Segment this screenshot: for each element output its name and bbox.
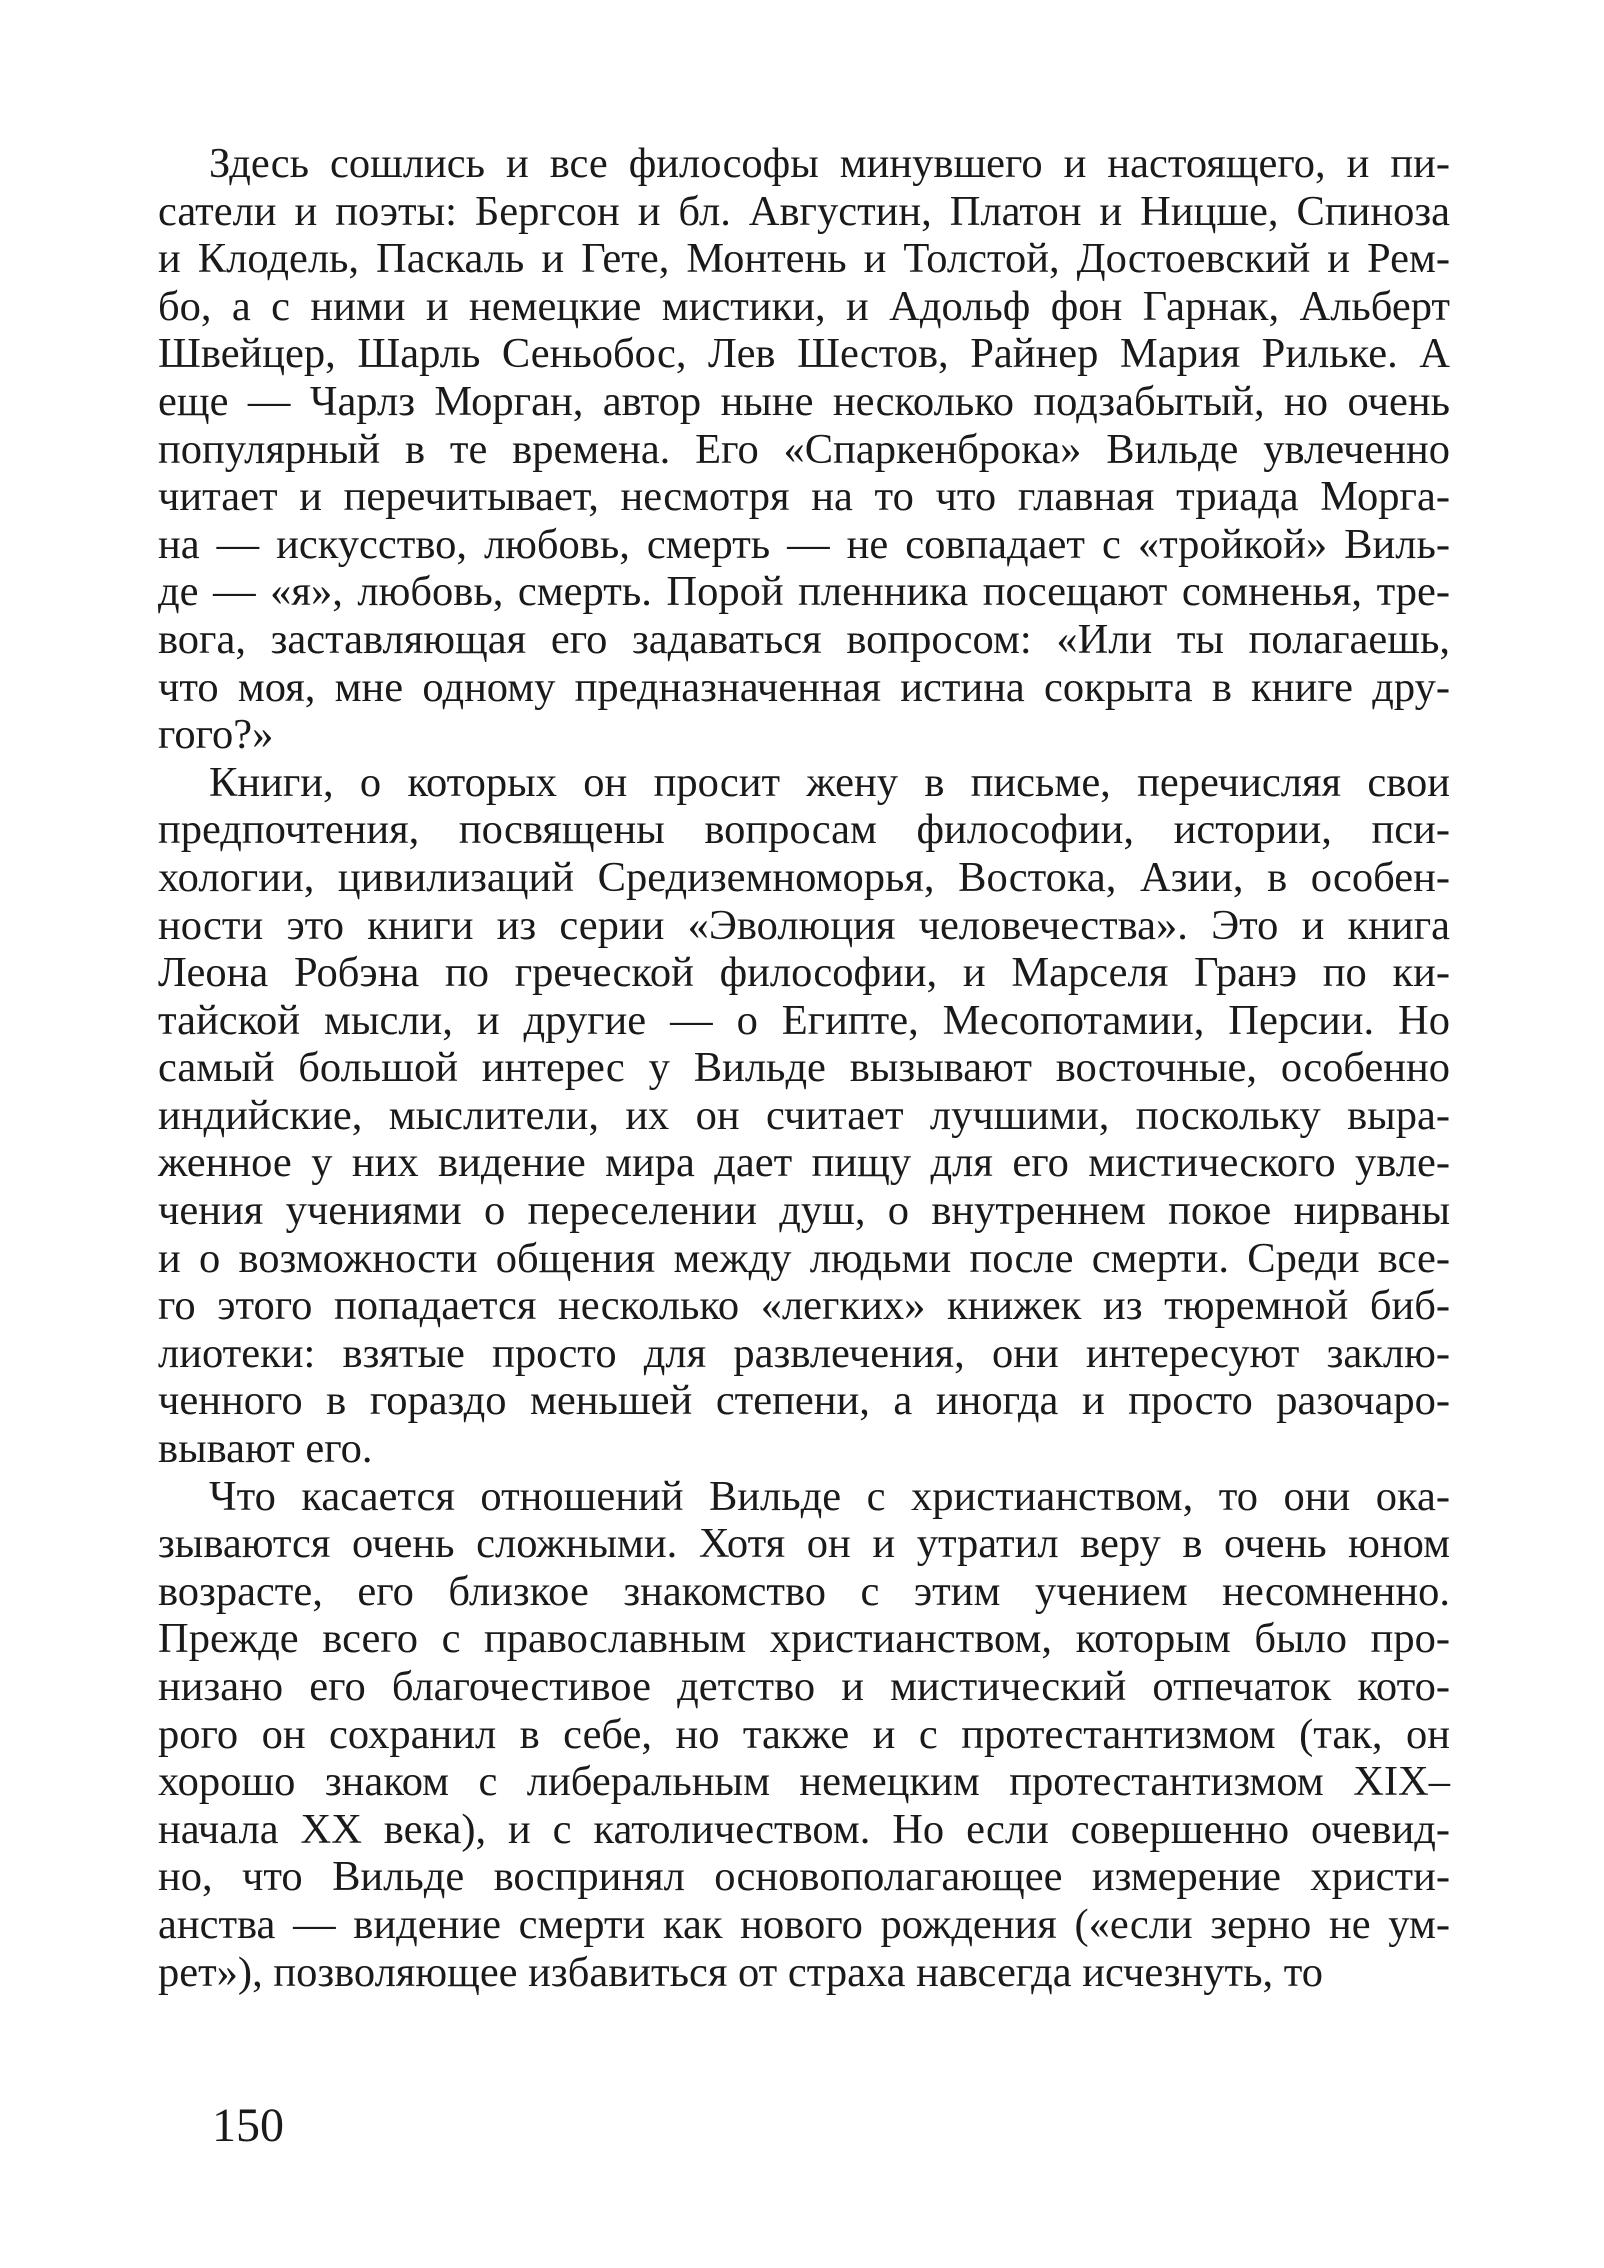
text-line: сатели и поэты: Бергсон и бл. Августин, Платон и Ницше, Спиноза xyxy=(158,187,1450,235)
text-line: на — искусство, любовь, смерть — не совпадает с «тройкой» Виль- xyxy=(158,520,1450,568)
text-line: Что касается отношений Вильде с христианством, то они ока- xyxy=(209,1472,1450,1520)
text-line: и о возможности общения между людьми после смерти. Среди все- xyxy=(158,1234,1450,1282)
text-line: предпочтения, посвящены вопросам философии, истории, пси- xyxy=(158,806,1450,854)
text-line: читает и перечитывает, несмотря на то что главная триада Морга- xyxy=(158,473,1450,521)
text-line: Швейцер, Шарль Сеньобос, Лев Шестов, Райнер Мария Рильке. А xyxy=(158,330,1450,378)
text-line: рет»), позволяющее избавиться от страха навсегда исчезнуть, то xyxy=(158,1948,1323,1996)
text-line: что моя, мне одному предназначенная истина сокрыта в книге дру- xyxy=(158,663,1450,711)
text-line: го этого попадается несколько «легких» книжек из тюремной биб- xyxy=(158,1282,1450,1330)
paragraph xyxy=(158,759,1450,1473)
text-line: лиотеки: взятые просто для развлечения, они интересуют заклю- xyxy=(158,1329,1450,1377)
text-line: возрасте, его близкое знакомство с этим учением несомненно. xyxy=(158,1567,1450,1615)
text-line: чения учениями о переселении душ, о внутреннем покое нирваны xyxy=(158,1187,1450,1235)
page-number: 150 xyxy=(212,2099,284,2152)
text-line: Леона Робэна по греческой философии, и Марселя Гранэ по ки- xyxy=(158,949,1450,997)
text-line: вывают его. xyxy=(158,1425,373,1473)
body-text xyxy=(158,140,1450,1996)
text-line: ченного в гораздо меньшей степени, а иногда и просто разочаро- xyxy=(158,1377,1450,1425)
text-line: хологии, цивилизаций Средиземноморья, Востока, Азии, в особен- xyxy=(158,853,1450,901)
text-line: и Клодель, Паскаль и Гете, Монтень и Толстой, Достоевский и Рем- xyxy=(158,235,1450,283)
text-line: зываются очень сложными. Хотя он и утратил веру в очень юном xyxy=(158,1520,1450,1568)
text-line: ности это книги из серии «Эволюция человечества». Это и книга xyxy=(158,901,1450,949)
text-line: рого он сохранил в себе, но также и с протестантизмом (так, он xyxy=(158,1710,1450,1758)
text-line: анства — видение смерти как нового рождения («если зерно не ум- xyxy=(158,1900,1450,1948)
text-line: самый большой интерес у Вильде вызывают восточные, особенно xyxy=(158,1044,1450,1092)
text-line: гого?» xyxy=(158,711,274,759)
text-line: популярный в те времена. Его «Спаркенброка» Вильде увлеченно xyxy=(158,425,1450,473)
text-line: низано его благочестивое детство и мистический отпечаток кото- xyxy=(158,1663,1450,1710)
paragraph xyxy=(158,1473,1450,1997)
text-line: Прежде всего с православным христианством, которым было про- xyxy=(158,1615,1450,1663)
text-line: тайской мысли, и другие — о Египте, Месопотамии, Персии. Но xyxy=(158,996,1450,1044)
text-line: бо, а с ними и немецкие мистики, и Адольф фон Гарнак, Альберт xyxy=(158,282,1450,330)
text-line: вога, заставляющая его задаваться вопросом: «Или ты полагаешь, xyxy=(158,615,1450,663)
text-line: индийские, мыслители, их он считает лучшими, поскольку выра- xyxy=(158,1091,1450,1139)
text-line: начала XX века), и с католичеством. Но если совершенно очевид- xyxy=(158,1805,1450,1853)
text-line: хорошо знаком с либеральным немецким протестантизмом XIX– xyxy=(158,1758,1450,1806)
text-line: еще — Чарлз Морган, автор ныне несколько подзабытый, но очень xyxy=(158,377,1450,425)
text-line: женное у них видение мира дает пищу для его мистического увле- xyxy=(158,1139,1450,1187)
paragraph xyxy=(158,140,1450,759)
text-line: но, что Вильде воспринял основополагающее измерение христи- xyxy=(158,1853,1450,1901)
text-line: Здесь сошлись и все философы минувшего и настоящего, и пи- xyxy=(209,140,1450,187)
text-line: Книги, о которых он просит жену в письме, перечисляя свои xyxy=(209,758,1450,806)
text-line: де — «я», любовь, смерть. Порой пленника посещают сомненья, тре- xyxy=(158,568,1450,616)
